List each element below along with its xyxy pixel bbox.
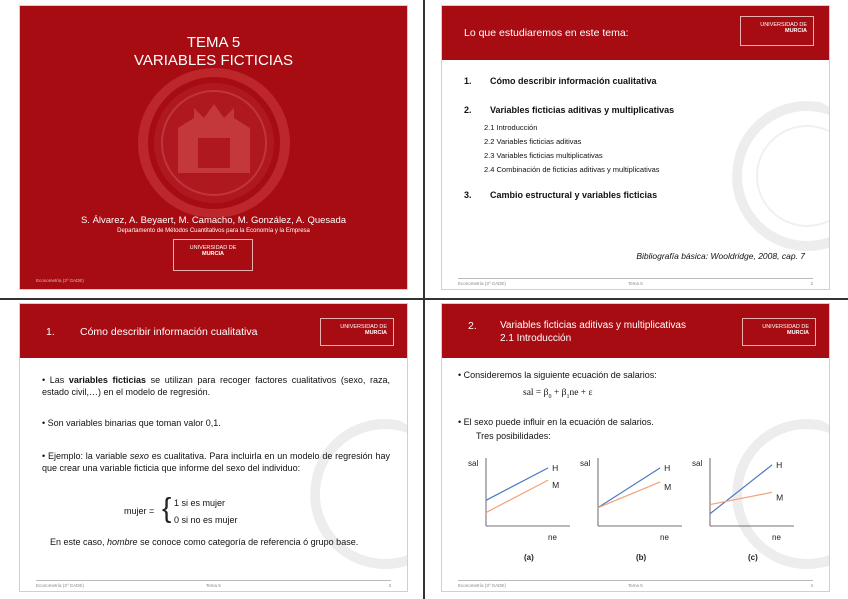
series-label-M: M xyxy=(664,481,672,492)
watermark-seal-icon xyxy=(310,414,407,584)
chart-caption: (c) xyxy=(748,553,758,562)
footer-page-number: 2 xyxy=(810,281,813,286)
bullet-3-italic: sexo xyxy=(129,451,149,461)
chart-x-label: ne xyxy=(548,533,557,542)
slide-3-header-number: 1. xyxy=(46,326,55,338)
eq-part: + β xyxy=(551,388,567,398)
note-italic: hombre xyxy=(107,537,138,547)
footer-topic: Tema 5 xyxy=(628,583,643,588)
slide-3-note xyxy=(42,536,392,548)
footer-page-number: 4 xyxy=(810,583,813,588)
series-line-M xyxy=(710,492,772,504)
toc-item-number: 2. xyxy=(464,105,472,115)
eq-part: ne + ε xyxy=(569,388,593,398)
toc-item-1[interactable] xyxy=(464,76,657,86)
slide-4-equation xyxy=(523,388,593,400)
series-label-M: M xyxy=(776,492,784,503)
salary-equation-charts xyxy=(442,444,829,569)
toc-item-number: 1. xyxy=(464,76,472,86)
toc-subitem[interactable]: 2.3 Variables ficticias multiplicativas xyxy=(484,151,603,160)
slide-3-header-title: Cómo describir información cualitativa xyxy=(80,326,258,338)
slide-3-bullet-2 xyxy=(42,418,221,428)
series-label-H: H xyxy=(664,462,671,473)
bullet-icon: • xyxy=(458,370,462,380)
slide-3-footer xyxy=(36,580,391,588)
chart-y-label: sal xyxy=(580,459,591,468)
toc-item-number: 3. xyxy=(464,190,472,200)
logo-text-line1: UNIVERSIDAD DE xyxy=(340,324,387,330)
bullet-icon: • xyxy=(458,417,462,427)
slide-3-bullet-1 xyxy=(42,374,390,398)
series-label-H: H xyxy=(776,459,783,470)
logo-text-line2: MURCIA xyxy=(785,28,807,34)
slide-4-university-logo xyxy=(742,318,816,346)
slide-3-equation-case-1: 1 si es mujer xyxy=(174,498,226,508)
slide-1-authors: S. Álvarez, A. Beyaert, M. Camacho, M. González, A. Quesada xyxy=(80,215,347,226)
bullet-1-post: se utilizan para recoger factores cualitativos (sexo, raza, estado civil,…) en el modelo de regresión. xyxy=(42,375,390,397)
slide-3-equation-lhs: mujer = xyxy=(124,506,155,516)
eq-subscript-0: 0 xyxy=(548,393,552,400)
slide-4-header-line1: Variables ficticias aditivas y multiplicativas xyxy=(500,320,686,331)
slide-1-title-line2: VARIABLES FICTICIAS xyxy=(134,52,293,69)
bullet-1-pre: Las xyxy=(49,375,69,385)
university-seal-icon xyxy=(138,68,290,218)
bullet-2-text: El sexo puede influir en la ecuación de salarios. xyxy=(463,417,654,427)
footer-course: Econometría (3º GADE) xyxy=(36,583,84,588)
eq-part: sal = β xyxy=(523,388,549,398)
chart-y-label: sal xyxy=(468,459,479,468)
slide-3-qualitative-info[interactable] xyxy=(20,304,407,591)
slide-2-bibliography: Bibliografía básica: Wooldridge, 2008, cap. 7 xyxy=(636,251,805,261)
footer-course: Econometría (3º GADE) xyxy=(458,281,506,286)
grid-horizontal-divider xyxy=(0,298,848,300)
brace-icon: { xyxy=(162,492,172,523)
slide-2-header-title: Lo que estudiaremos en este tema: xyxy=(464,27,629,39)
chart-x-label: ne xyxy=(772,533,781,542)
slide-4-footer xyxy=(458,580,813,588)
toc-subitem[interactable]: 2.2 Variables ficticias aditivas xyxy=(484,137,582,146)
logo-text-line2: MURCIA xyxy=(787,330,809,336)
bullet-1-text: Consideremos la siguiente ecuación de salarios: xyxy=(463,370,657,380)
logo-text-line1: UNIVERSIDAD DE xyxy=(760,22,807,28)
slide-1-university-logo xyxy=(173,239,253,271)
slide-4-bullet-2-sub: Tres posibilidades: xyxy=(476,431,551,441)
bullet-2-text: Son variables binarias que toman valor 0,1. xyxy=(47,418,221,428)
slide-3-header xyxy=(20,304,407,358)
chart-y-label: sal xyxy=(692,459,703,468)
watermark-seal-icon xyxy=(732,96,829,266)
slide-4-additive-multiplicative[interactable] xyxy=(442,304,829,591)
note-post: se conoce como categoría de referencia ó grupo base. xyxy=(137,537,359,547)
note-pre: En este caso, xyxy=(50,537,108,547)
bullet-3-pre: Ejemplo: la variable xyxy=(47,451,130,461)
series-line-H xyxy=(486,468,548,500)
toc-item-3[interactable] xyxy=(464,190,658,200)
series-label-M: M xyxy=(552,480,560,491)
series-label-H: H xyxy=(552,462,559,473)
slide-4-header xyxy=(442,304,829,358)
logo-text-line1: UNIVERSIDAD DE xyxy=(189,245,237,251)
slide-4-bullet-1 xyxy=(458,370,657,380)
footer-topic: Tema 5 xyxy=(628,281,643,286)
footer-page-number: 3 xyxy=(388,583,391,588)
series-line-H xyxy=(710,465,772,514)
slide-2-university-logo xyxy=(740,16,814,46)
logo-text-line2: MURCIA xyxy=(202,251,224,257)
toc-item-text: Cómo describir información cualitativa xyxy=(490,76,657,86)
logo-text-line2: MURCIA xyxy=(365,330,387,336)
slide-3-bullet-3 xyxy=(42,450,390,474)
footer-course: Econometría (3º GADE) xyxy=(458,583,506,588)
slide-1-department: Departamento de Métodos Cuantitativos para la Economía y la Empresa xyxy=(117,228,310,234)
toc-item-text: Variables ficticias aditivas y multiplicativas xyxy=(490,105,675,115)
slide-1-title[interactable] xyxy=(20,6,407,289)
series-line-M xyxy=(598,482,660,508)
bullet-3-post: es cualitativa. Para incluirla en un modelo de regresión hay que crear una variable ficticia que informe del sexo del individuo: xyxy=(42,451,390,473)
toc-subitem[interactable]: 2.1 Introducción xyxy=(484,123,538,132)
eq-subscript-1: 1 xyxy=(566,393,570,400)
slide-1-footer: Econometría (3º GADE) xyxy=(36,278,84,283)
chart-x-label: ne xyxy=(660,533,669,542)
slide-2-header xyxy=(442,6,829,60)
slide-3-university-logo xyxy=(320,318,394,346)
series-line-M xyxy=(486,480,548,512)
chart-caption: (b) xyxy=(636,553,647,562)
chart-caption: (a) xyxy=(524,553,534,562)
toc-subitem[interactable]: 2.4 Combinación de ficticias aditivas y multiplicativas xyxy=(484,165,660,174)
logo-text-line1: UNIVERSIDAD DE xyxy=(762,324,809,330)
slide-3-equation-case-2: 0 si no es mujer xyxy=(174,515,238,525)
footer-topic: Tema 5 xyxy=(206,583,221,588)
toc-item-text: Cambio estructural y variables ficticias xyxy=(490,190,658,200)
bullet-1-bold-term: variables ficticias xyxy=(68,375,147,385)
slide-2-footer xyxy=(458,278,813,286)
slide-1-title-line1: TEMA 5 xyxy=(186,34,241,51)
toc-subitems xyxy=(484,121,660,177)
slide-4-header-number: 2. xyxy=(468,320,477,332)
bullet-icon: • xyxy=(42,418,46,428)
series-line-H xyxy=(598,468,660,508)
bullet-icon: • xyxy=(42,375,46,385)
slide-4-bullet-2 xyxy=(458,417,654,427)
toc-item-2[interactable] xyxy=(464,105,675,115)
slide-4-header-line2: 2.1 Introducción xyxy=(500,333,572,344)
bullet-icon: • xyxy=(42,451,46,461)
slide-2-contents[interactable] xyxy=(442,6,829,289)
